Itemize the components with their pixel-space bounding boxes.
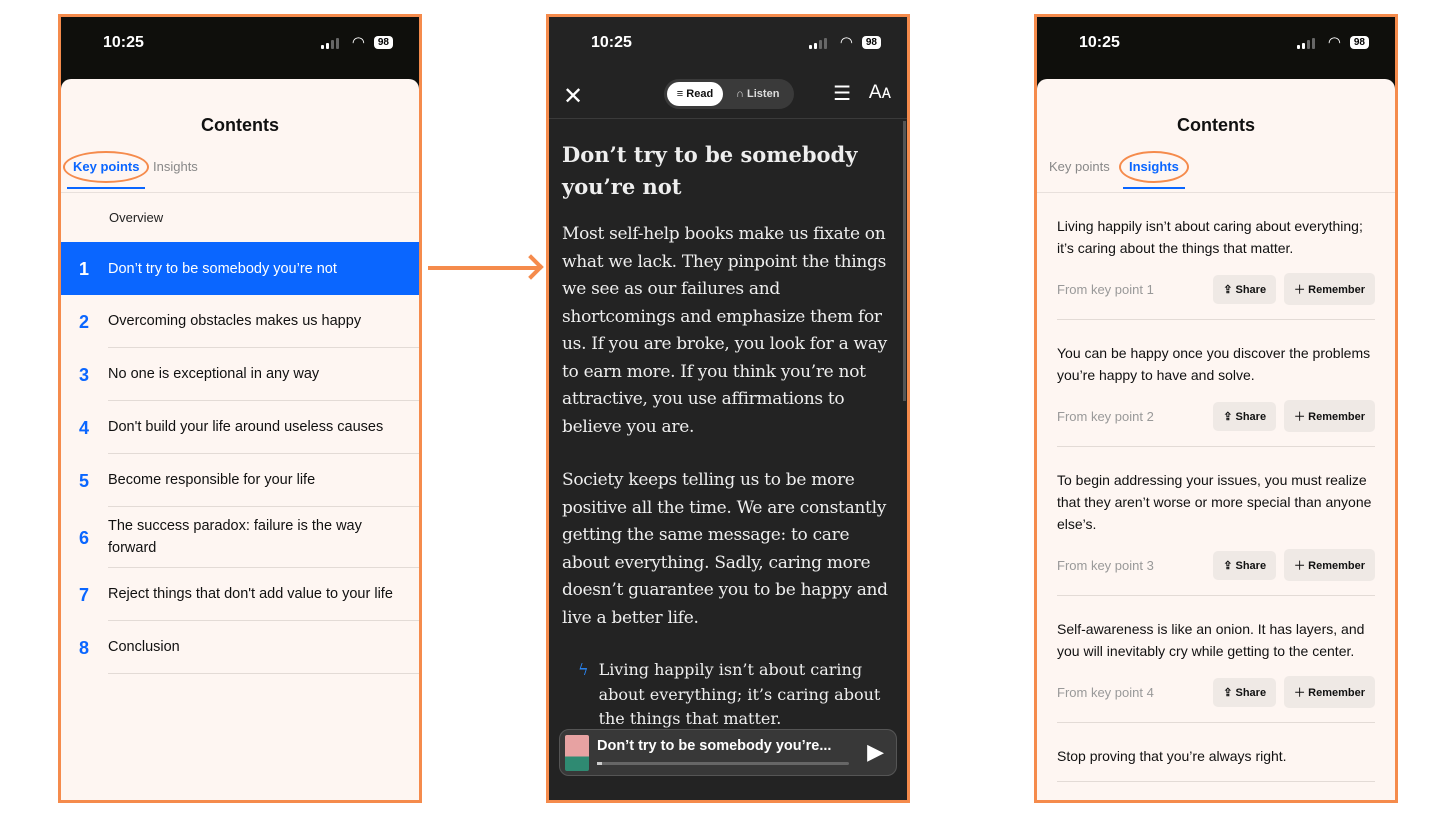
contents-key-points-screen: [58, 14, 422, 803]
share-label: Share: [1235, 283, 1267, 296]
clock: 10:25: [103, 34, 144, 51]
tab-bar: [61, 149, 419, 193]
mini-player[interactable]: [559, 729, 897, 776]
share-button[interactable]: [1213, 275, 1276, 304]
paragraph: Most self-help books make us fixate on what we lack. They pinpoint the things we see as our failures and shortcomings and emphasize them for us. If you are broke, you look for a way to earn more. If you think you’re not attractive, you use affirmations to believe you are.: [562, 224, 887, 437]
key-points-list: [61, 242, 419, 674]
insight-text: To begin addressing your issues, you must realize that they aren’t worse or more special than anyone else’s.: [1057, 472, 1372, 532]
key-point-label: Conclusion: [108, 621, 419, 674]
share-label: Share: [1235, 559, 1267, 572]
book-cover: [565, 735, 589, 771]
overview-link[interactable]: Overview: [109, 210, 164, 225]
insight-card: [1057, 320, 1375, 447]
remember-button[interactable]: [1284, 676, 1375, 708]
paragraph: Society keeps telling us to be more positive all the time. We are constantly getting the same message: to care about everything. Sadly, caring more doesn’t guarantee you to be happy and live a better life.: [562, 470, 888, 628]
key-point-number: 2: [79, 311, 90, 332]
tab-key-points[interactable]: Key points: [1049, 159, 1110, 174]
wifi-icon: ◠: [351, 34, 365, 51]
reader-screen: [546, 14, 910, 803]
key-point-label: Overcoming obstacles makes us happy: [108, 295, 419, 348]
key-point-label: No one is exceptional in any way: [108, 348, 419, 401]
signal-icon: [321, 38, 339, 49]
arrow-icon: [428, 266, 538, 270]
remember-label: Remember: [1308, 411, 1365, 423]
insight-source: From key point 2: [1057, 408, 1154, 424]
clock: 10:25: [591, 34, 632, 51]
close-icon[interactable]: ✕: [563, 83, 584, 110]
plus-icon: ＋: [1294, 560, 1306, 572]
share-button[interactable]: [1213, 678, 1276, 707]
page-title: Contents: [1177, 115, 1255, 135]
key-point-item[interactable]: [61, 568, 419, 621]
share-icon: ⇪: [1223, 410, 1233, 423]
insight-text: Living happily isn’t about caring about everything; it’s caring about the things that matter.: [1057, 218, 1363, 256]
plus-icon: ＋: [1294, 411, 1306, 423]
plus-icon: ＋: [1294, 687, 1306, 699]
share-icon: ⇪: [1223, 686, 1233, 699]
share-label: Share: [1235, 686, 1267, 699]
lightning-icon: ϟ: [578, 660, 589, 679]
insight-source: From key point 3: [1057, 557, 1154, 573]
battery-icon: 98: [1350, 36, 1369, 49]
insight-card: [1057, 447, 1375, 596]
insight-text: Self-awareness is like an onion. It has layers, and you will inevitably cry while getting to the center.: [1057, 621, 1365, 659]
key-point-number: 4: [79, 417, 90, 438]
signal-icon: [809, 38, 827, 49]
reader-content: [562, 139, 893, 732]
tab-key-points[interactable]: Key points: [73, 159, 140, 174]
insight-card: [1057, 596, 1375, 723]
insight-source: From key point 1: [1057, 281, 1154, 297]
text-size-icon[interactable]: Aᴀ: [868, 82, 891, 103]
chapter-heading: Don’t try to be somebody you’re not: [562, 142, 858, 199]
insights-list: [1057, 193, 1375, 782]
key-point-number: 7: [79, 584, 90, 605]
key-point-item[interactable]: [61, 507, 419, 568]
listen-button[interactable]: [736, 79, 779, 109]
headphones-icon: ∩: [736, 88, 744, 100]
key-point-item[interactable]: [61, 242, 419, 295]
share-button[interactable]: [1213, 402, 1276, 431]
remember-button[interactable]: [1284, 400, 1375, 432]
read-listen-toggle: [664, 79, 794, 109]
key-point-number: 6: [79, 527, 90, 548]
insight-text: Living happily isn’t about caring about everything; it’s caring about the things that matter.: [598, 660, 881, 728]
signal-icon: [1297, 38, 1315, 49]
key-point-number: 8: [79, 637, 90, 658]
remember-button[interactable]: [1284, 273, 1375, 305]
key-point-item[interactable]: [61, 348, 419, 401]
clock: 10:25: [1079, 34, 1120, 51]
remember-label: Remember: [1308, 687, 1365, 699]
battery-icon: 98: [862, 36, 881, 49]
tab-insights[interactable]: Insights: [1129, 159, 1179, 174]
list-icon[interactable]: ☰: [833, 83, 851, 105]
status-bar: [1037, 17, 1395, 69]
key-point-number: 1: [79, 258, 90, 279]
key-point-number: 5: [79, 470, 90, 491]
player-title: Don’t try to be somebody you’re...: [597, 738, 832, 754]
tab-bar: [1037, 149, 1395, 193]
plus-icon: ＋: [1294, 284, 1306, 296]
read-label: Read: [686, 88, 714, 100]
remember-label: Remember: [1308, 284, 1365, 296]
key-point-item[interactable]: [61, 295, 419, 348]
key-point-label: Don't build your life around useless causes: [108, 401, 419, 454]
progress-bar[interactable]: [597, 762, 849, 765]
insight-card: [1057, 723, 1375, 782]
status-bar: [549, 17, 907, 69]
status-bar: [61, 17, 419, 69]
remember-button[interactable]: [1284, 549, 1375, 581]
contents-insights-screen: [1034, 14, 1398, 803]
battery-icon: 98: [374, 36, 393, 49]
key-point-item[interactable]: [61, 454, 419, 507]
insight-card: [1057, 193, 1375, 320]
insight-highlight[interactable]: [562, 658, 893, 732]
key-point-label: Don’t try to be somebody you’re not: [108, 260, 337, 277]
play-icon[interactable]: ▶: [867, 739, 884, 764]
read-button[interactable]: ≡ Read: [667, 82, 723, 106]
key-point-label: The success paradox: failure is the way forward: [108, 507, 419, 568]
remember-label: Remember: [1308, 560, 1365, 572]
key-point-label: Reject things that don't add value to your life: [108, 568, 419, 621]
insight-text: You can be happy once you discover the problems you’re happy to have and solve.: [1057, 345, 1371, 383]
wifi-icon: ◠: [839, 34, 853, 51]
share-icon: ⇪: [1223, 559, 1233, 572]
insight-text: Stop proving that you’re always right.: [1057, 748, 1287, 764]
scrollbar[interactable]: [903, 121, 906, 401]
insight-source: From key point 4: [1057, 684, 1154, 700]
wifi-icon: ◠: [1327, 34, 1341, 51]
tab-insights[interactable]: Insights: [153, 159, 198, 174]
share-label: Share: [1235, 410, 1267, 423]
share-button[interactable]: [1213, 551, 1276, 580]
share-icon: ⇪: [1223, 283, 1233, 296]
listen-label: Listen: [747, 88, 780, 100]
key-point-item[interactable]: [61, 621, 419, 674]
reader-toolbar: [549, 79, 907, 119]
key-point-item[interactable]: [61, 401, 419, 454]
key-point-label: Become responsible for your life: [108, 454, 419, 507]
page-title: Contents: [201, 115, 279, 135]
key-point-number: 3: [79, 364, 90, 385]
